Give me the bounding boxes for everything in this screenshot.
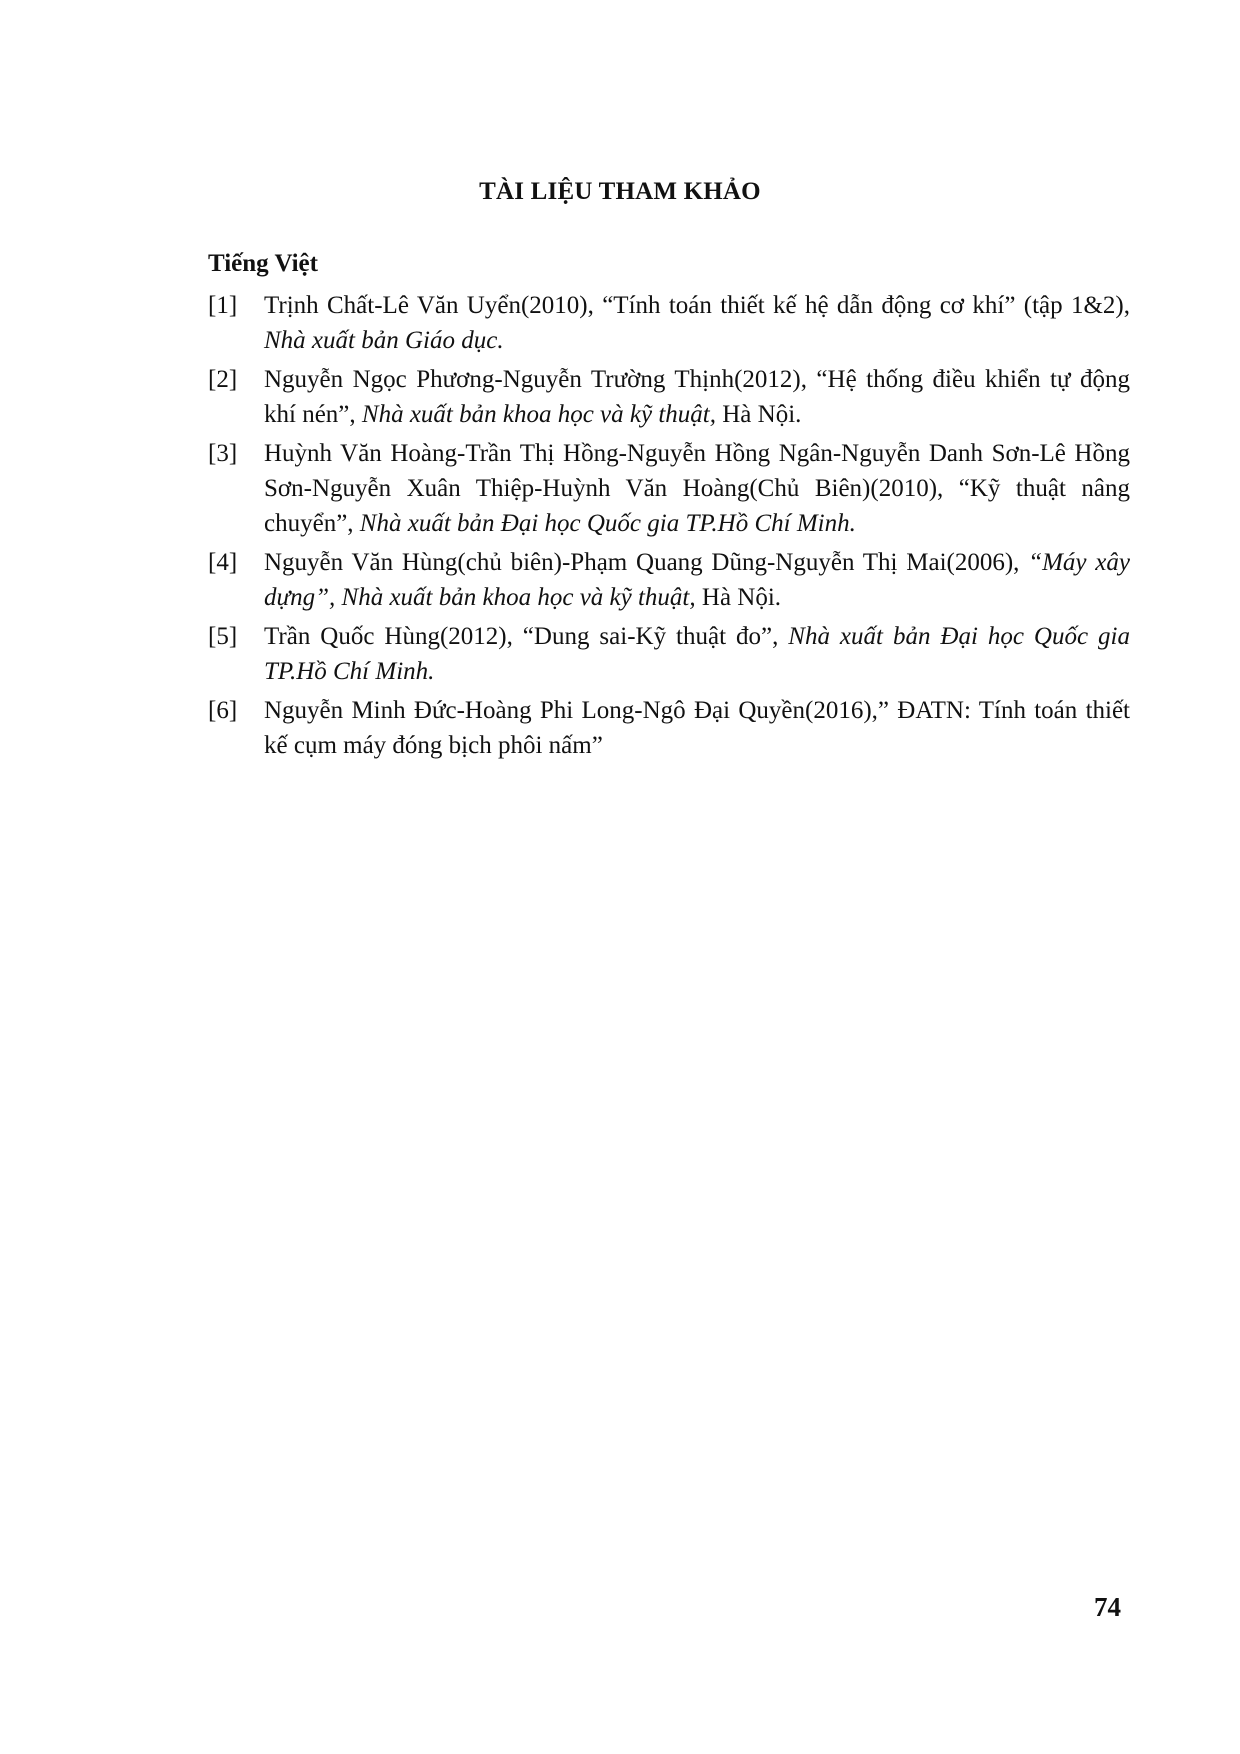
reference-item xyxy=(208,362,1130,432)
reference-text-part-italic: Nhà xuất bản khoa học và kỹ thuật, xyxy=(361,401,716,428)
reference-text-part: Nguyễn Văn Hùng(chủ biên)-Phạm Quang Dũng-Nguyễn Thị Mai(2006), xyxy=(264,549,1029,576)
reference-text-part-italic: Nhà xuất bản Đại học Quốc gia TP.Hồ Chí Minh. xyxy=(359,510,856,537)
page-title: TÀI LIỆU THAM KHẢO xyxy=(479,178,761,205)
reference-text-part: Trịnh Chất-Lê Văn Uyển(2010), “Tính toán thiết kế hệ dẫn động cơ khí” (tập 1&2), xyxy=(264,292,1130,319)
reference-number: [6] xyxy=(208,697,238,724)
reference-text-part: Huỳnh Văn Hoàng-Trần Thị Hồng-Nguyễn Hồng Ngân-Nguyễn Danh Sơn-Lê Hồng Sơn-Nguyễn Xuân Thiệp-Huỳnh Văn Hoàng(Chủ Biên)(2010), “Kỹ thuật nâng chuyển”, xyxy=(264,440,1130,537)
reference-text-part: Hà Nội. xyxy=(715,401,802,428)
page-number: 74 xyxy=(1094,1592,1121,1622)
reference-number: [1] xyxy=(208,292,238,319)
reference-item xyxy=(208,619,1130,689)
reference-text-part: Nguyễn Minh Đức-Hoàng Phi Long-Ngô Đại Quyền(2016),” ĐATN: Tính toán thiết kế cụm máy đóng bịch phôi nấm” xyxy=(264,697,1130,759)
reference-number: [3] xyxy=(208,440,238,467)
reference-text xyxy=(264,436,1130,541)
reference-number: [4] xyxy=(208,549,238,576)
reference-text-part: Trần Quốc Hùng(2012), “Dung sai-Kỹ thuật đo”, xyxy=(264,623,789,650)
reference-item xyxy=(208,288,1130,358)
section-heading: Tiếng Việt xyxy=(208,250,318,277)
reference-text xyxy=(264,362,1130,432)
reference-number: [5] xyxy=(208,623,238,650)
reference-text xyxy=(264,288,1130,358)
reference-text-part-italic: “Máy xây dựng”, Nhà xuất bản khoa học và kỹ thuật, xyxy=(264,549,1130,611)
reference-text xyxy=(264,619,1130,689)
reference-number: [2] xyxy=(208,366,238,393)
reference-text xyxy=(264,693,1130,763)
reference-text xyxy=(264,545,1130,615)
reference-item xyxy=(208,693,1130,763)
reference-list xyxy=(208,288,1130,767)
reference-text-part-italic: Nhà xuất bản Đại học Quốc gia TP.Hồ Chí Minh. xyxy=(264,623,1130,685)
reference-text-part: Nguyễn Ngọc Phương-Nguyễn Trường Thịnh(2012), “Hệ thống điều khiển tự động khí nén”, xyxy=(264,366,1130,428)
reference-text-part-italic: Nhà xuất bản Giáo dục. xyxy=(264,327,504,354)
reference-item xyxy=(208,436,1130,541)
reference-item xyxy=(208,545,1130,615)
reference-text-part: Hà Nội. xyxy=(695,584,782,611)
